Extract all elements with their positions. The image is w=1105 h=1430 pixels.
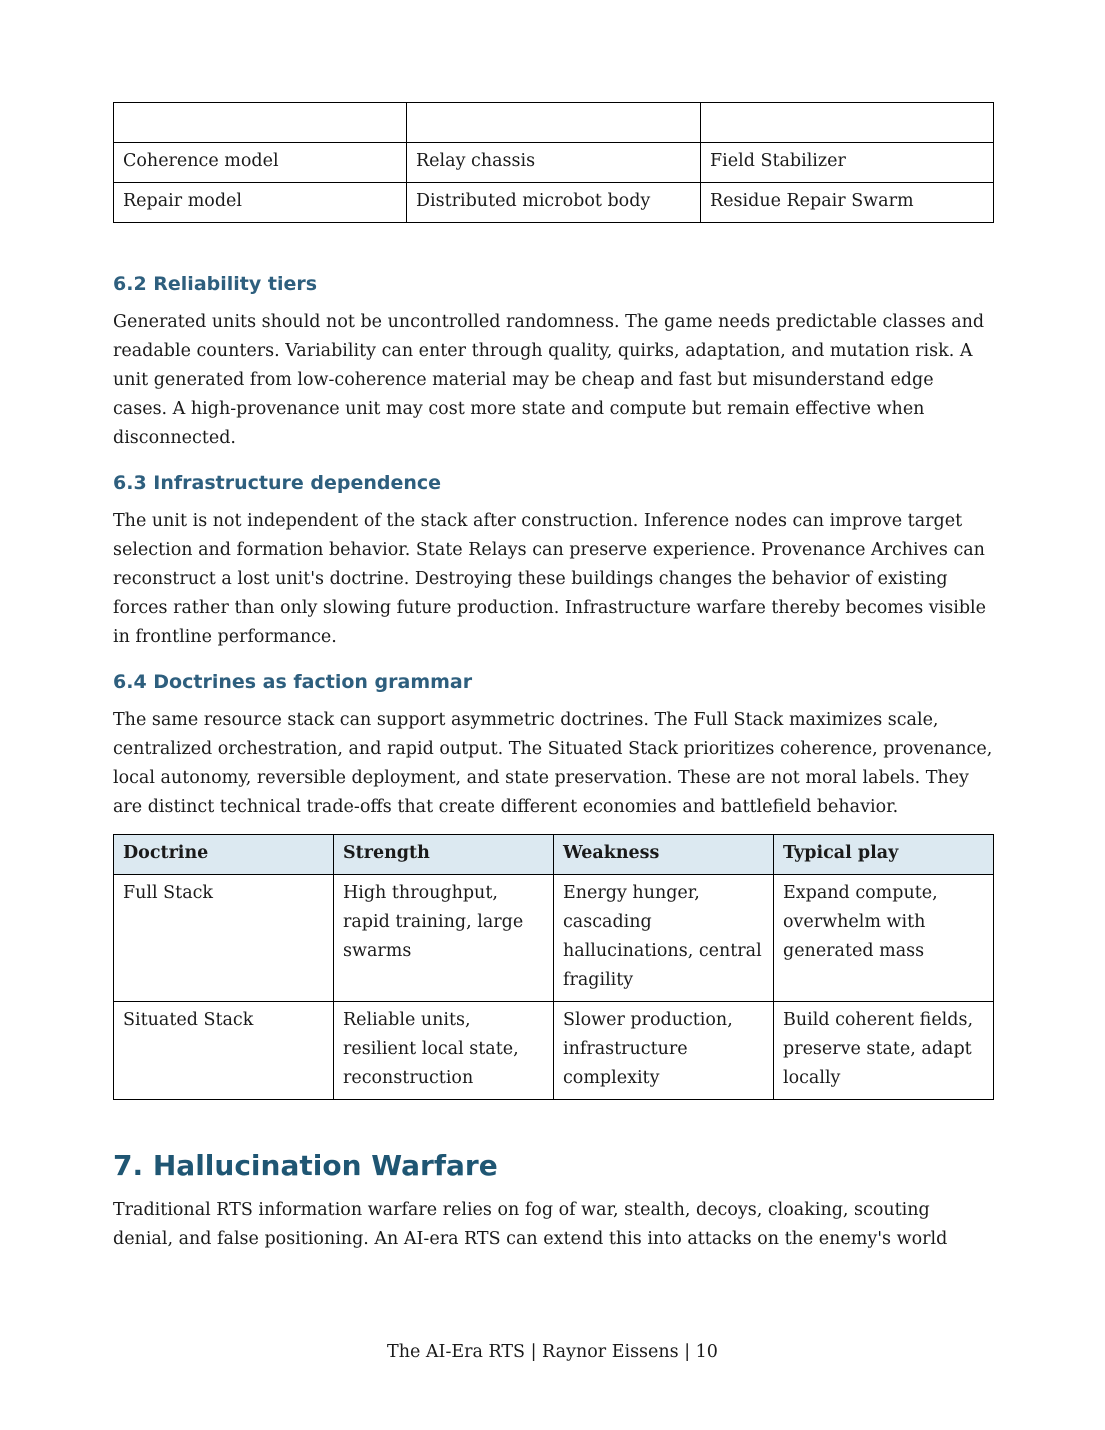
column-header-weakness: Weakness [554,835,774,875]
table-cell [407,103,701,143]
table-cell: High throughput, rapid training, large swarms [334,875,554,1002]
page-footer: The AI-Era RTS | Raynor Eissens | 10 [387,1342,718,1362]
table-row [114,183,994,223]
column-header-strength: Strength [334,835,554,875]
document-page [113,102,993,1254]
table-row [114,103,994,143]
table-cell: Distributed microbot body [407,183,701,223]
table-cell: Build coherent fields, preserve state, adapt locally [774,1002,994,1100]
table-cell: Field Stabilizer [701,143,994,183]
table-cell: Full Stack [114,875,334,1002]
section-body-7: Traditional RTS information warfare relies on fog of war, stealth, decoys, cloaking, scouting denial, and false positioning. An AI-era RTS can extend this into attacks on the enemy's world [113,1200,948,1249]
table-row [114,875,994,1002]
table-cell: Expand compute, overwhelm with generated mass [774,875,994,1002]
table-cell: Relay chassis [407,143,701,183]
section-heading-6-3: 6.3 Infrastructure dependence [113,472,442,494]
table-cell: Situated Stack [114,1002,334,1100]
table-cell [701,103,994,143]
doctrine-table [113,834,994,1100]
table-cell [114,103,407,143]
section-heading-6-4: 6.4 Doctrines as faction grammar [113,671,473,693]
table-cell: Energy hunger, cascading hallucinations, central fragility [554,875,774,1002]
table-cell: Reliable units, resilient local state, reconstruction [334,1002,554,1100]
unit-model-table [113,102,994,223]
table-cell: Repair model [114,183,407,223]
table-header-row [114,835,994,875]
table-row [114,1002,994,1100]
section-heading-6-2: 6.2 Reliability tiers [113,273,318,295]
table-cell: Coherence model [114,143,407,183]
section-body-6-4: The same resource stack can support asymmetric doctrines. The Full Stack maximizes scale, centralized orchestration, and rapid output. The Situated Stack prioritizes coherence, provenance, local autonomy, reversible deployment, and state preservation. These are not moral labels. They are distinct technical trade-offs that create different economies and battlefield behavior. [113,710,993,817]
table-cell: Residue Repair Swarm [701,183,994,223]
column-header-typical-play: Typical play [774,835,994,875]
table-cell: Slower production, infrastructure complexity [554,1002,774,1100]
column-header-doctrine: Doctrine [114,835,334,875]
table-row [114,143,994,183]
section-heading-7: 7. Hallucination Warfare [113,1149,498,1182]
section-body-6-2: Generated units should not be uncontrolled randomness. The game needs predictable classes and readable counters. Variability can enter through quality, quirks, adaptation, and mutation risk. A unit generated from low-coherence material may be cheap and fast but misunderstand edge cases. A high-provenance unit may cost more state and compute but remain effective when disconnected. [113,312,985,448]
section-body-6-3: The unit is not independent of the stack after construction. Inference nodes can improve target selection and formation behavior. State Relays can preserve experience. Provenance Archives can reconstruct a lost unit's doctrine. Destroying these buildings changes the behavior of existing forces rather than only slowing future production. Infrastructure warfare thereby becomes visible in frontline performance. [113,511,987,647]
